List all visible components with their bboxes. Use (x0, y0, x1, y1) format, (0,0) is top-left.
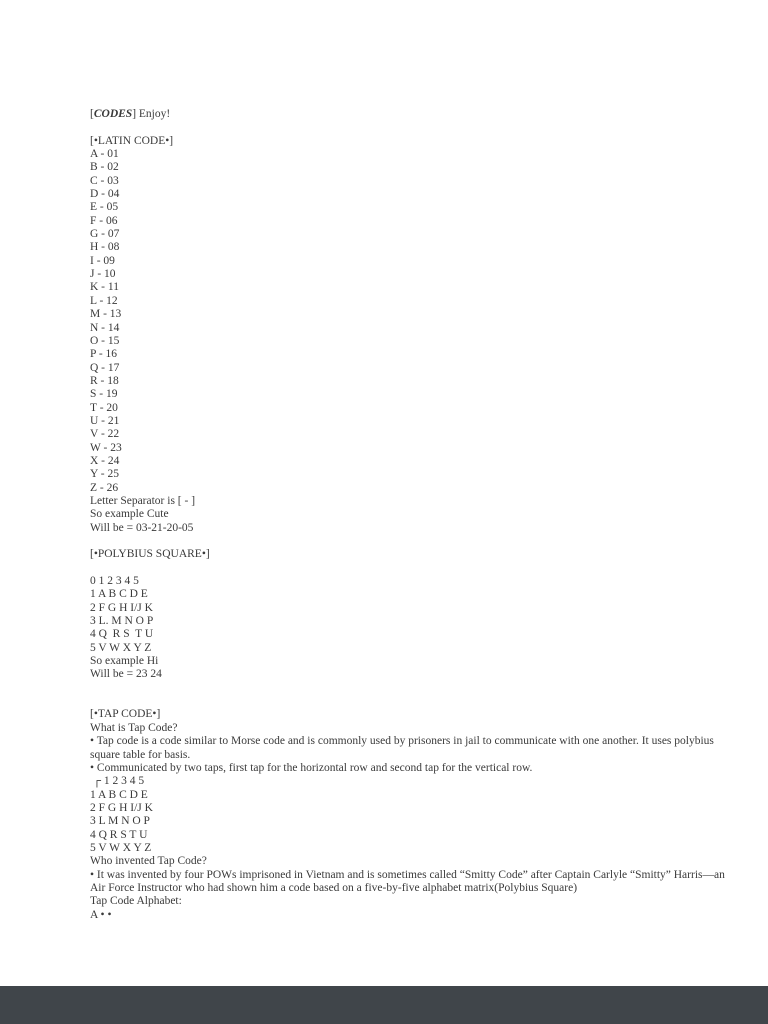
doc-line: L - 12 (90, 294, 118, 307)
doc-line: J - 10 (90, 268, 116, 281)
doc-line: X - 24 (90, 454, 120, 467)
doc-line: Will be = 23 24 (90, 668, 162, 681)
doc-line: 4 Q R S T U (90, 828, 148, 841)
doc-line: G - 07 (90, 228, 120, 241)
doc-line: [•POLYBIUS SQUARE•] (90, 548, 210, 561)
doc-line: [•TAP CODE•] (90, 708, 161, 721)
doc-line: 1 A B C D E (90, 788, 148, 801)
doc-line (90, 682, 734, 695)
doc-line: What is Tap Code? (90, 721, 178, 734)
doc-line: Q - 17 (90, 361, 120, 374)
doc-title-open-bracket: [ (90, 108, 94, 120)
doc-title (90, 108, 734, 121)
doc-line: E - 05 (90, 201, 119, 214)
doc-line: S - 19 (90, 388, 118, 401)
doc-line: A • • (90, 908, 112, 921)
doc-line: Who invented Tap Code? (90, 855, 207, 868)
doc-line: • Communicated by two taps, first tap for the horizontal row and second tap for the vertical row. (90, 761, 533, 774)
doc-line: Will be = 03-21-20-05 (90, 521, 194, 534)
doc-line: 5 V W X Y Z (90, 841, 152, 854)
doc-lines (90, 121, 734, 922)
doc-line (90, 695, 734, 708)
doc-title-emphasis: CODES (93, 108, 133, 120)
doc-line: V - 22 (90, 428, 120, 441)
doc-line: M - 13 (90, 308, 122, 321)
doc-line: K - 11 (90, 281, 119, 294)
doc-line: 4 Q R S T U (90, 628, 154, 641)
viewer-bottom-bar (0, 986, 768, 1024)
doc-line: 0 1 2 3 4 5 (90, 575, 139, 588)
doc-line: Letter Separator is [ - ] (90, 494, 196, 507)
doc-line: H - 08 (90, 241, 120, 254)
doc-line: So example Cute (90, 508, 169, 521)
doc-line: I - 09 (90, 254, 115, 267)
doc-line: 5 V W X Y Z (90, 641, 152, 654)
doc-line: W - 23 (90, 441, 122, 454)
doc-line: Y - 25 (90, 468, 119, 481)
doc-line: O - 15 (90, 334, 120, 347)
doc-line: Z - 26 (90, 481, 119, 494)
doc-line: 2 F G H I/J K (90, 601, 153, 614)
doc-line: C - 03 (90, 174, 119, 187)
doc-line (90, 562, 734, 575)
doc-title-rest: ] Enjoy! (132, 108, 171, 120)
doc-line: T - 20 (90, 401, 118, 414)
doc-line (90, 535, 734, 548)
doc-line: • It was invented by four POWs imprisoned in Vietnam and is sometimes called “Smitty Code” after Captain Carlyle “Smitty” Harris—an Air Force Instructor who had shown him a code based on a five-by-five alphabet matrix(Polybius Square) (90, 868, 728, 894)
doc-line: P - 16 (90, 348, 118, 361)
doc-line (90, 121, 734, 134)
doc-line: U - 21 (90, 414, 120, 427)
doc-line: [•LATIN CODE•] (90, 134, 174, 147)
doc-line: ┌ 1 2 3 4 5 (90, 775, 145, 788)
doc-line: A - 01 (90, 148, 119, 161)
doc-line: R - 18 (90, 374, 119, 387)
doc-line: • Tap code is a code similar to Morse code and is commonly used by prisoners in jail to communicate with one another. It uses polybius square table for basis. (90, 735, 717, 761)
doc-line: F - 06 (90, 214, 118, 227)
doc-line: 2 F G H I/J K (90, 801, 153, 814)
doc-line: Tap Code Alphabet: (90, 895, 182, 908)
document-content (90, 108, 734, 922)
doc-line: N - 14 (90, 321, 120, 334)
doc-line: 1 A B C D E (90, 588, 148, 601)
doc-line: So example Hi (90, 655, 159, 668)
doc-line: 3 L M N O P (90, 815, 150, 828)
doc-line: D - 04 (90, 188, 120, 201)
doc-line: 3 L. M N O P (90, 615, 154, 628)
doc-line: B - 02 (90, 161, 119, 174)
